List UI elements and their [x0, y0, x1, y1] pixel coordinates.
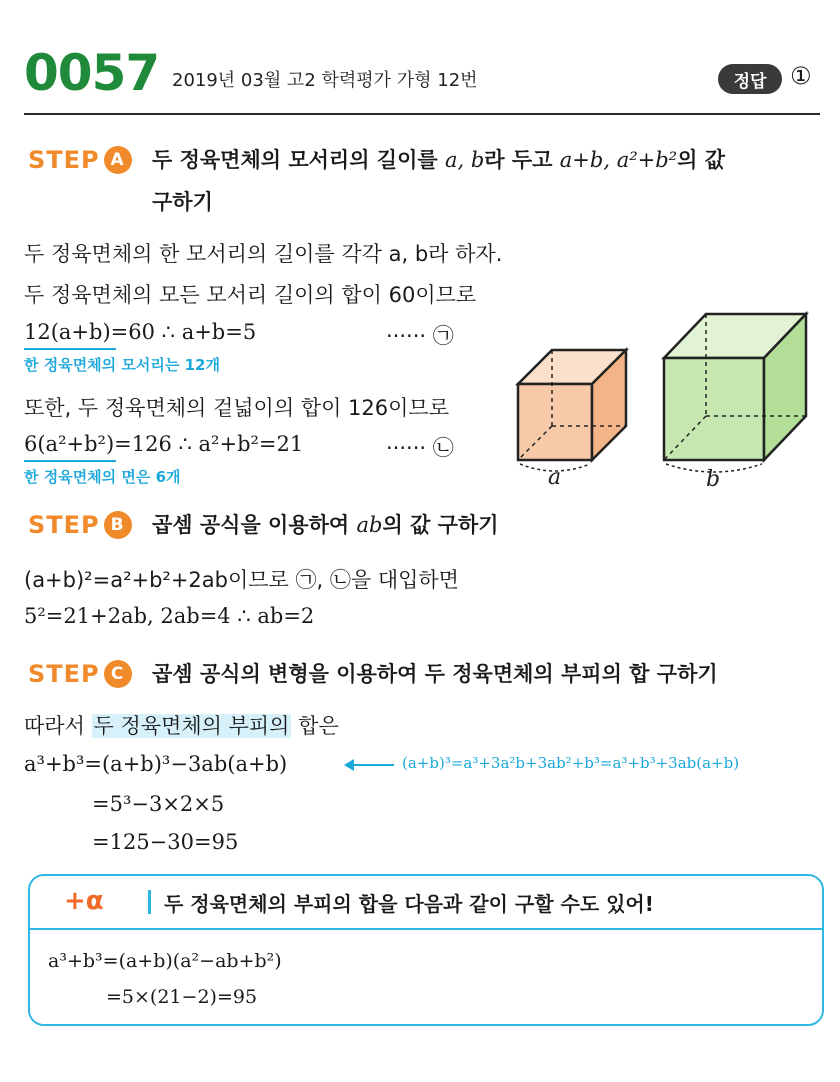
cube-b	[664, 314, 806, 472]
tip-text: 두 정육면체의 부피의 합을 다음과 같이 구할 수도 있어!	[164, 892, 654, 916]
step-a-heading	[28, 146, 132, 174]
step-c-line1-post: 합은	[291, 714, 339, 738]
step-b-word: STEP	[28, 511, 100, 539]
note2-underline	[24, 460, 116, 462]
cubes-figure	[508, 300, 820, 500]
step-c-eq3: =125−30=95	[92, 830, 239, 854]
step-c-word: STEP	[28, 660, 100, 688]
step-a-title-mid: 라 두고	[484, 148, 560, 172]
step-b-title-pre: 곱셈 공식을 이용하여	[152, 513, 357, 537]
step-a-line2: 두 정육면체의 모든 모서리 길이의 합이 60이므로	[24, 283, 477, 307]
step-a-title	[152, 142, 812, 178]
step-a-line1: 두 정육면체의 한 모서리의 길이를 각각 a, b라 하자.	[24, 242, 503, 266]
cube-a	[518, 350, 626, 471]
header-divider	[24, 113, 820, 115]
answer-label-badge: 정답	[718, 64, 782, 94]
step-c-line1	[24, 710, 339, 740]
step-a-title-math2: a+b, a²+b²	[559, 148, 678, 172]
cube-b-label: b	[706, 467, 721, 492]
step-a-eq2-tag: ······ ㉡	[386, 436, 454, 460]
step-a-line3: 또한, 두 정육면체의 겉넓이의 합이 126이므로	[24, 396, 449, 420]
step-b-line1: (a+b)²=a²+b²+2ab이므로 ㉠, ㉡을 대입하면	[24, 568, 459, 592]
step-c-badge: C	[104, 660, 132, 688]
step-a-eq1-tag: ······ ㉠	[386, 324, 454, 348]
step-b-line2: 5²=21+2ab, 2ab=4 ∴ ab=2	[24, 604, 315, 628]
tip-header	[30, 876, 822, 930]
tip-eq2: =5×(21−2)=95	[106, 986, 258, 1008]
step-b-title	[152, 507, 499, 543]
tip-divider	[148, 890, 151, 914]
side-note-arrow-head	[344, 759, 354, 771]
step-c-heading	[28, 660, 132, 688]
tip-eq1: a³+b³=(a+b)(a²−ab+b²)	[48, 950, 282, 972]
step-c-line1-highlight: 두 정육면체의 부피의	[93, 714, 290, 738]
step-c-line1-pre: 따라서	[24, 714, 92, 738]
step-a-eq2: 6(a²+b²)=126 ∴ a²+b²=21	[24, 432, 304, 456]
step-a-note1: 한 정육면체의 모서리는 12개	[24, 356, 220, 374]
step-a-word: STEP	[28, 146, 100, 174]
problem-number: 0057	[24, 44, 160, 102]
step-a-title-pre: 두 정육면체의 모서리의 길이를	[152, 148, 445, 172]
step-c-eq1: a³+b³=(a+b)³−3ab(a+b)	[24, 752, 288, 776]
note1-underline	[24, 348, 116, 350]
step-c-side-note: (a+b)³=a³+3a²b+3ab²+b³=a³+b³+3ab(a+b)	[402, 754, 740, 772]
step-a-note2: 한 정육면체의 면은 6개	[24, 468, 181, 486]
step-b-title-post: 의 값 구하기	[382, 513, 499, 537]
cube-a-label: a	[548, 465, 562, 490]
tip-box	[28, 874, 824, 1026]
step-a-badge: A	[104, 146, 132, 174]
tip-symbol: +α	[64, 886, 104, 916]
step-c-title: 곱셈 공식의 변형을 이용하여 두 정육면체의 부피의 합 구하기	[152, 662, 718, 686]
step-a-title-math: a, b	[444, 148, 485, 172]
step-a-title-post: 의 값	[677, 148, 725, 172]
step-a-eq1: 12(a+b)=60 ∴ a+b=5	[24, 320, 257, 344]
step-a-title-line2: 구하기	[152, 190, 213, 214]
problem-source: 2019년 03월 고2 학력평가 가형 12번	[172, 70, 478, 91]
step-c-eq2: =5³−3×2×5	[92, 792, 225, 816]
tip-body	[30, 930, 822, 1024]
step-b-badge: B	[104, 511, 132, 539]
step-b-heading	[28, 511, 132, 539]
step-b-title-math: ab	[356, 513, 383, 537]
answer-value: ①	[790, 62, 812, 90]
side-note-arrow-line	[352, 764, 394, 766]
